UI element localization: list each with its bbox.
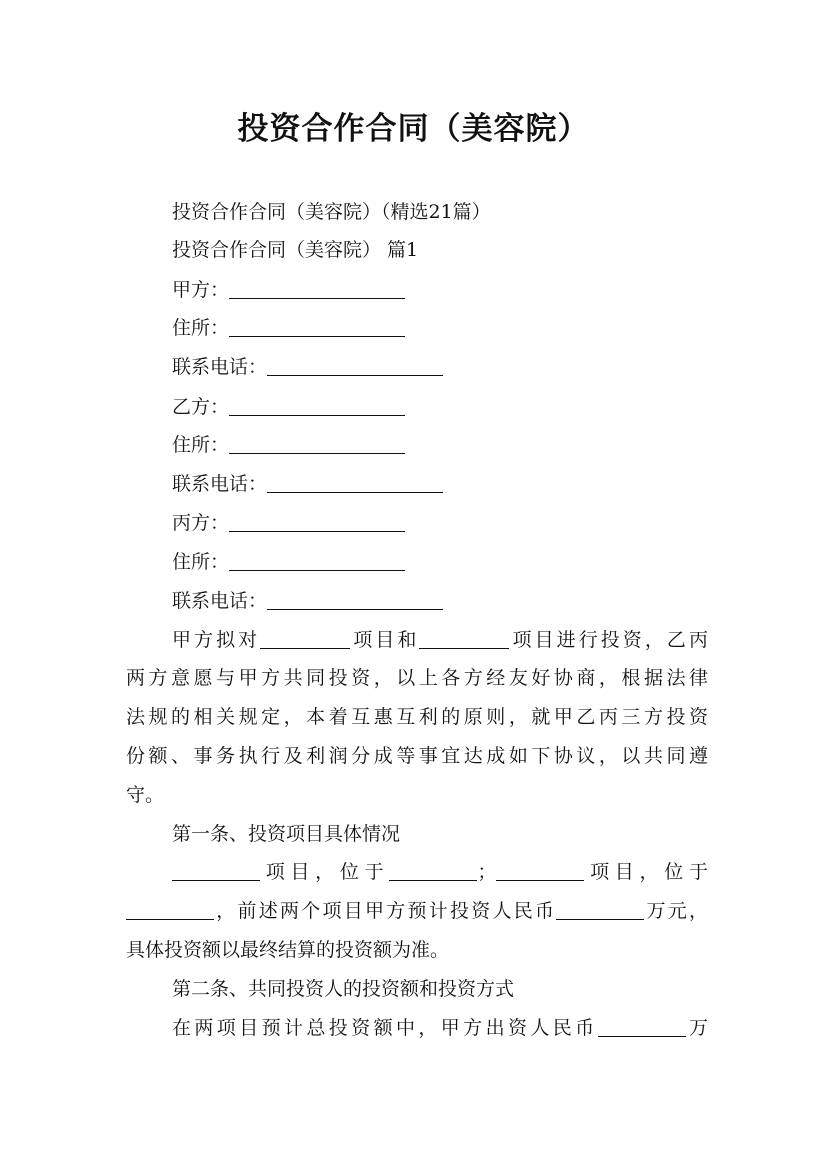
party-b-row	[172, 395, 708, 419]
article-text: 项目，	[260, 861, 340, 883]
article-text: 位于	[664, 861, 708, 883]
phone-label: 联系电话：	[172, 356, 268, 378]
phone-label: 联系电话：	[172, 590, 268, 612]
intro-text: 甲方拟对	[172, 629, 261, 651]
phone-blank	[267, 591, 443, 610]
article-text: ；	[477, 861, 497, 883]
article-2-heading: 第二条、共同投资人的投资额和投资方式	[172, 978, 515, 1000]
amount-blank	[556, 901, 644, 920]
address-label: 住所：	[172, 434, 230, 456]
party-a-label: 甲方：	[172, 279, 230, 301]
address-blank	[229, 318, 405, 337]
phone-row-1	[172, 355, 708, 379]
intro-line-1	[172, 628, 708, 652]
intro-line-5: 守。	[126, 784, 165, 806]
intro-line-2: 两方意愿与甲方共同投资，以上各方经友好协商，根据法律	[126, 667, 708, 689]
section-heading: 投资合作合同（美容院） 篇1	[172, 239, 419, 261]
address-label: 住所：	[172, 551, 230, 573]
intro-line-4: 份额、事务执行及利润分成等事宜达成如下协议，以共同遵	[126, 745, 708, 767]
location-blank	[389, 862, 477, 881]
article-text: ，前述两个项目甲方预计投资人民币	[214, 900, 557, 922]
intro-text: 项目进行投资，乙丙	[509, 629, 708, 651]
document-subtitle: 投资合作合同（美容院）（精选21篇）	[172, 201, 491, 223]
project-blank	[419, 630, 509, 649]
article-1-line-1	[172, 860, 708, 884]
article-1-line-3: 具体投资额以最终结算的投资额为准。	[126, 939, 450, 961]
party-c-row	[172, 511, 708, 535]
amount-blank	[598, 1018, 686, 1037]
article-1-heading: 第一条、投资项目具体情况	[172, 823, 401, 845]
party-b-label: 乙方：	[172, 396, 230, 418]
project-blank	[496, 862, 584, 881]
article-text: 万元，	[644, 900, 708, 922]
article-text: 项目，	[584, 861, 665, 883]
party-a-row	[172, 278, 708, 302]
intro-text: 项目和	[350, 629, 420, 651]
party-b-blank	[229, 397, 405, 416]
project-blank	[260, 630, 350, 649]
phone-blank	[267, 357, 443, 376]
phone-row-2	[172, 472, 708, 496]
phone-label: 联系电话：	[172, 473, 268, 495]
project-blank	[172, 862, 260, 881]
article-text: 位于	[339, 861, 390, 883]
article-text: 万	[685, 1017, 708, 1039]
document-title: 投资合作合同（美容院）	[237, 111, 590, 147]
address-blank	[229, 435, 405, 454]
article-text: 在两项目预计总投资额中，甲方出资人民币	[172, 1017, 598, 1039]
address-row-2	[172, 433, 708, 457]
address-label: 住所：	[172, 317, 230, 339]
article-1-line-2	[126, 899, 708, 923]
location-blank	[126, 901, 214, 920]
address-row-3	[172, 550, 708, 574]
phone-row-3	[172, 589, 708, 613]
intro-line-3: 法规的相关规定，本着互惠互利的原则，就甲乙丙三方投资	[126, 706, 708, 728]
party-c-blank	[229, 513, 405, 532]
party-c-label: 丙方：	[172, 512, 230, 534]
address-blank	[229, 552, 405, 571]
phone-blank	[267, 474, 443, 493]
party-a-blank	[229, 280, 405, 299]
article-2-line-1	[172, 1016, 708, 1040]
address-row-1	[172, 316, 708, 340]
